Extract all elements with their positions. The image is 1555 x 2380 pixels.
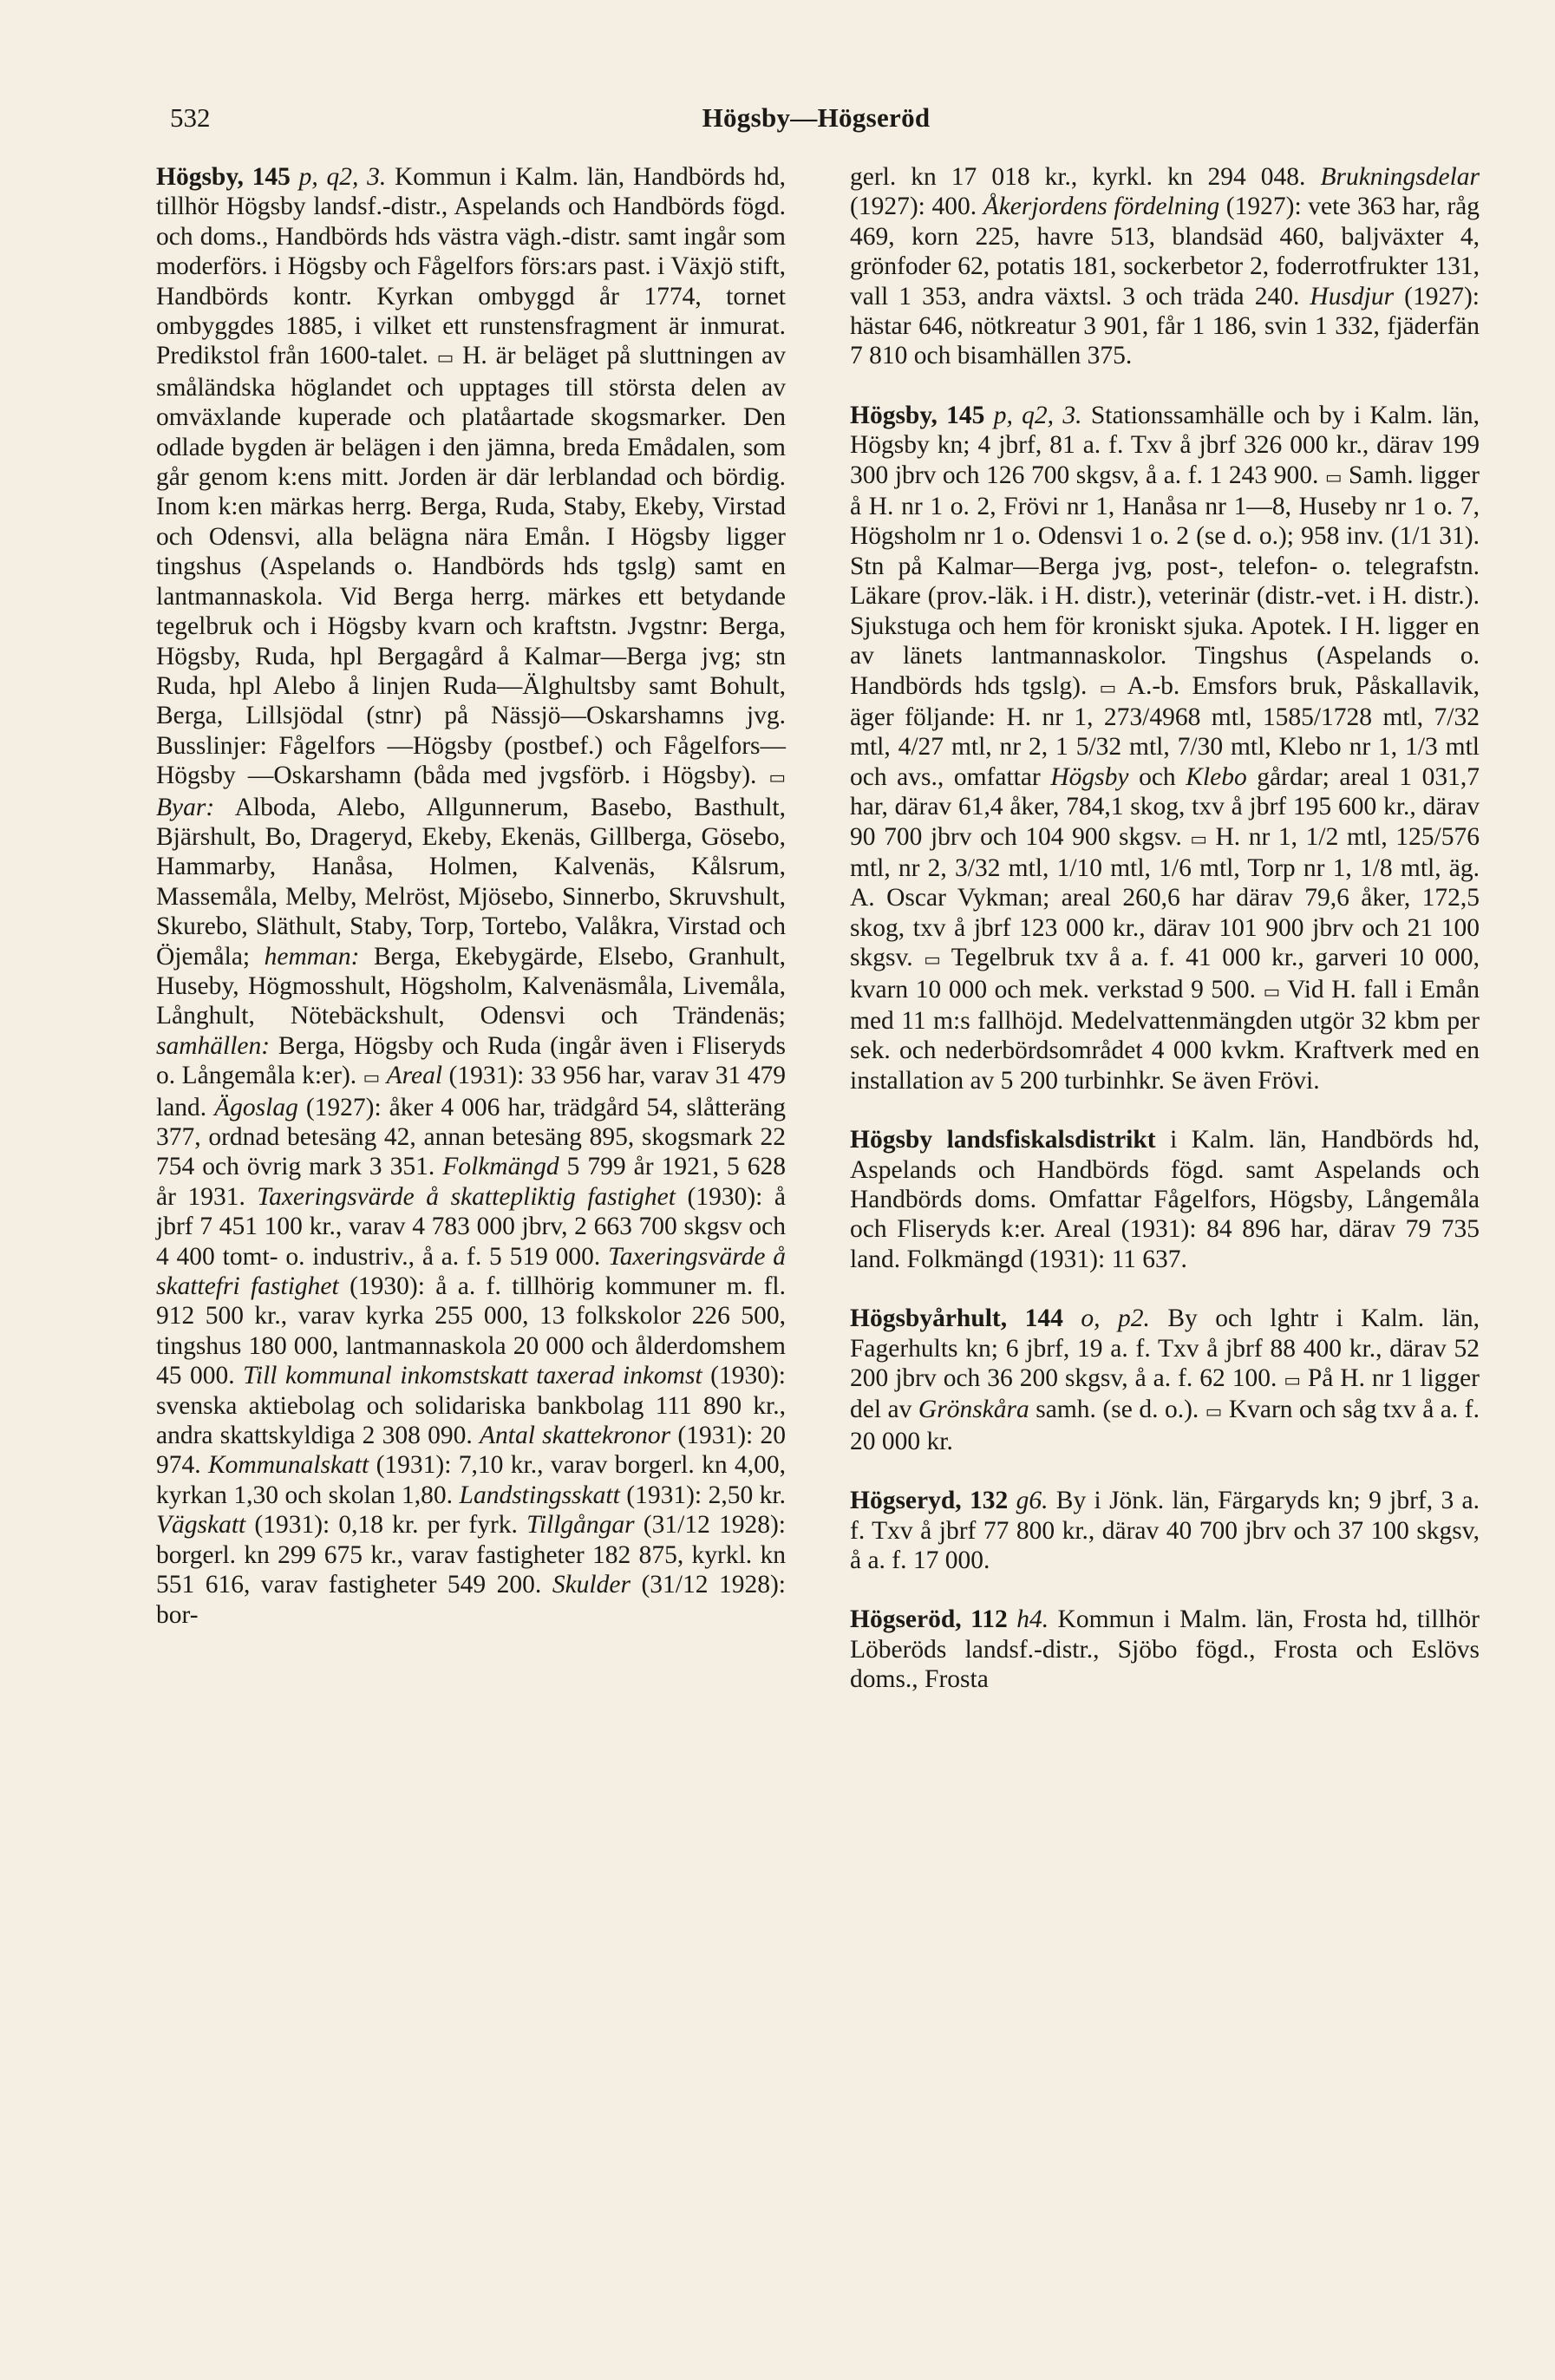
entry-text xyxy=(850,1125,1480,1274)
italic-run: Vägskatt xyxy=(156,1511,246,1540)
section-mark-icon: ▭ xyxy=(1190,827,1207,849)
italic-run: Brukningsdelar xyxy=(1320,163,1480,191)
section-mark-icon: ▭ xyxy=(1284,1370,1301,1391)
text-run xyxy=(1008,1487,1016,1514)
text-run xyxy=(291,163,299,191)
entry-text xyxy=(850,162,1480,371)
text-run: (1930): å a. f. tillhörig kommuner m. fl. 912 500 kr., varav kyrka 255 000, 13 folkskolor 226 500, tingshus 180 000, lantmannaskola 20 000 och ålderdomshem 45 000. xyxy=(156,1272,786,1390)
section-mark-icon: ▭ xyxy=(924,949,941,971)
text-run: Kommun i Malm. län, Frosta hd, tillhör Löberöds landsf.-distr., Sjöbo fögd., Frosta och Eslövs doms., Frosta xyxy=(850,1605,1480,1694)
text-run: gårdar; areal 1 031,7 har, därav 61,4 åker, 784,1 skog, txv å jbrf 195 600 kr., därav 90 700 jbrv och 104 900 skgsv. xyxy=(850,762,1480,851)
text-run: (1927): vete 363 har, råg 469, korn 225, havre 513, blandsäd 460, baljväxter 4, grönfoder 62, potatis 181, sockerbetor 2, foderrotfrukter 131, vall 1 353, andra växtsl. 3 och träda 240. xyxy=(850,193,1480,311)
text-run: (1931): 2,50 kr. xyxy=(619,1481,787,1509)
headword: Högseryd, 132 xyxy=(850,1487,1009,1515)
italic-run: Byar: xyxy=(156,793,215,821)
italic-run: Antal skattekronor xyxy=(480,1422,671,1450)
italic-run: h4. xyxy=(1016,1605,1049,1634)
text-run: (1930): å jbrf 7 451 100 kr., varav 4 783 000 jbrv, 2 663 700 skgsv och 4 400 tomt- o. industriv., å a. f. 5 519 000. xyxy=(156,1182,786,1271)
text-run: På H. nr 1 ligger del av xyxy=(850,1364,1480,1424)
italic-run: Husdjur xyxy=(1310,282,1395,311)
italic-run: Skulder xyxy=(552,1571,630,1599)
section-mark-icon: ▭ xyxy=(1263,980,1281,1002)
headword: Högsbyårhult, 144 xyxy=(850,1304,1063,1333)
entry-hogsby-kommun-cont xyxy=(850,162,1480,371)
text-run: H. nr 1, 1/2 mtl, 125/576 mtl, nr 2, 3/32 mtl, 1/10 mtl, 1/6 mtl, Torp nr 1, 1/8 mtl, äg. A. Oscar Vykman; areal 260,6 har därav 79,6 åker, 172,5 skog, txv å jbrf 123 000 kr., därav 101 900 jbrv och 21 100 skgsv. xyxy=(850,822,1480,972)
section-mark-icon: ▭ xyxy=(768,767,786,788)
entry-hogsby-stationssamhalle xyxy=(850,401,1480,1095)
text-run: (1927): 400. xyxy=(850,193,983,221)
text-run: samh. (se d. o.). xyxy=(1029,1396,1205,1424)
text-run: (1931): 33 956 har, varav 31 479 land. xyxy=(156,1062,786,1121)
text-run: (1931): 7,10 kr., varav borgerl. kn 4,00, kyrkan 1,30 och skolan 1,80. xyxy=(156,1451,786,1509)
text-run: gerl. kn 17 018 kr., kyrkl. kn 294 048. xyxy=(850,163,1321,191)
italic-run: Folkmängd xyxy=(442,1153,559,1181)
text-run xyxy=(380,1062,386,1089)
text-run: A.-b. Emsfors bruk, Påskallavik, äger följande: H. nr 1, 273/4968 mtl, 1585/1728 mtl, 7/32 mtl, 4/27 mtl, nr 2, 1 5/32 mtl, 7/30 mtl, Klebo nr 1, 1/3 mtl och avs., omfattar xyxy=(850,671,1480,791)
italic-run: Areal xyxy=(386,1062,443,1090)
text-run: Samh. ligger å H. nr 1 o. 2, Frövi nr 1, Hanåsa nr 1—8, Huseby nr 1 o. 7, Högsholm nr 1 o. Odensvi 1 o. 2 (se d. o.); 958 inv. (1/1 31). Stn på Kalmar—Berga jvg, post-, telefon- o. telegrafstn. Läkare (prov.-läk. i H. distr.), veterinär (distr.-vet. i H. distr.). Sjukstuga och hem för kroniskt sjuka. Apotek. I H. ligger en av länets lantmannaskolor. Tingshus (Aspelands o. Handbörds hds tgslg). xyxy=(850,461,1480,700)
headword: Högsby, 145 xyxy=(850,401,985,429)
text-run: Vid H. fall i Emån med 11 m:s fallhöjd. Medelvattenmängden utgör 32 kbm per sek. och nederbördsområdet 4 000 kvkm. Kraftverk med en installation av 5 200 turbinhkr. Se även Frövi. xyxy=(850,975,1480,1095)
italic-run: hemman: xyxy=(264,942,360,971)
italic-run: Tillgångar xyxy=(526,1511,635,1540)
italic-run: p, q2, 3. xyxy=(993,401,1082,429)
italic-run: Landstingsskatt xyxy=(459,1481,620,1509)
text-run: och xyxy=(1128,762,1186,791)
section-mark-icon: ▭ xyxy=(1324,466,1343,487)
text-run xyxy=(1008,1605,1016,1633)
italic-run: Grönskåra xyxy=(918,1396,1029,1424)
entry-text xyxy=(850,1486,1480,1575)
headword: Högseröd, 112 xyxy=(850,1605,1008,1634)
entry-hogserod xyxy=(850,1605,1480,1694)
text-run: (1931): 20 974. xyxy=(156,1422,786,1480)
entry-text xyxy=(850,401,1480,1095)
left-column xyxy=(156,162,786,1659)
text-run: By och lghtr i Kalm. län, Fagerhults kn; 6 jbrf, 19 a. f. Txv å jbrf 88 400 kr., därav 52 200 jbrv och 36 200 skgsv, å a. f. 62 100. xyxy=(850,1304,1480,1393)
entry-text xyxy=(850,1605,1480,1694)
section-mark-icon: ▭ xyxy=(363,1067,381,1089)
page-number: 532 xyxy=(170,102,211,133)
entry-text xyxy=(850,1304,1480,1456)
text-run: 5 799 år 1921, 5 628 år 1931. xyxy=(156,1153,786,1211)
right-column xyxy=(850,162,1480,1724)
text-run: Alboda, Alebo, Allgunnerum, Basebo, Basthult, Bjärshult, Bo, Drageryd, Ekeby, Ekenäs, Gillberga, Gösebo, Hammarby, Hanåsa, Holmen, Kalvenäs, Kålsrum, Massemåla, Melby, Melröst, Mjösebo, Sinnerbo, Skruvshult, Skurebo, Släthult, Staby, Torp, Tortebo, Valåkra, Virstad och Öjemåla; xyxy=(156,793,786,971)
text-run: i Kalm. län, Handbörds hd, Aspelands och Handbörds fögd. samt Aspelands och Handbörds doms. Omfattar Fågelfors, Högsby, Långemåla och Fliseryds k:er. Areal (1931): 84 896 har, därav 79 735 land. Folkmängd (1931): 11 637. xyxy=(850,1126,1480,1273)
italic-run: Ägoslag xyxy=(214,1093,298,1121)
italic-run: p, q2, 3. xyxy=(298,163,387,191)
text-run: Kommun i Kalm. län, Handbörds hd, tillhör Högsby landsf.-distr., Aspelands och Handbörds fögd. och doms., Handbörds hds västra vägh.-distr. samt ingår som moderförs. i Högsby och Fågelfors förs:ars past. i Växjö stift, Handbörds kontr. Kyrkan ombyggd år 1774, tornet ombyggdes 1885, i vilket ett runstensfragment är inmurat. Predikstol från 1600-talet. xyxy=(156,163,786,370)
entry-hogsby-landsfiskalsdistrikt xyxy=(850,1125,1480,1274)
italic-run: Högsby xyxy=(1050,762,1129,791)
italic-run: Åkerjordens fördelning xyxy=(983,193,1220,221)
text-run: Berga, Ekebygärde, Elsebo, Granhult, Huseby, Högmosshult, Högsholm, Kalvenäsmåla, Livemåla, Långhult, Nötebäckshult, Odensvi och Trändenäs; xyxy=(156,942,786,1030)
text-run: (1927): åker 4 006 har, trädgård 54, slåtteräng 377, ordnad betesäng 42, annan betesäng 895, skogsmark 22 754 och övrig mark 3 351. xyxy=(156,1093,787,1181)
text-run: (1931): 0,18 kr. per fyrk. xyxy=(245,1511,527,1540)
text-run: Kvarn och såg txv å a. f. 20 000 kr. xyxy=(850,1396,1480,1455)
text-run: (31/12 1928): borgerl. kn 299 675 kr., varav fastigheter 182 875, kyrkl. kn 551 616, varav fastigheter 549 200. xyxy=(156,1511,786,1599)
italic-run: g6. xyxy=(1016,1487,1049,1515)
running-title: Högsby—Högseröd xyxy=(702,102,931,133)
text-run: (1927): hästar 646, nötkreatur 3 901, får 1 186, svin 1 332, fjäderfän 7 810 och bisamhällen 375. xyxy=(850,282,1480,370)
text-run: Stationssamhälle och by i Kalm. län, Högsby kn; 4 jbrf, 81 a. f. Txv å jbrf 326 000 kr., därav 199 300 jbrv och 126 700 skgsv, å a. f. 1 243 900. xyxy=(850,401,1480,489)
text-run xyxy=(984,402,993,429)
section-mark-icon: ▭ xyxy=(1099,677,1117,698)
italic-run: Klebo xyxy=(1186,762,1247,791)
section-mark-icon: ▭ xyxy=(436,347,454,369)
text-run: By i Jönk. län, Färgaryds kn; 9 jbrf, 3 a. f. Txv å jbrf 77 800 kr., därav 40 700 jbrv och 37 100 skgsv, å a. f. 17 000. xyxy=(850,1487,1480,1575)
italic-run: Till kommunal inkomstskatt taxerad inkomst xyxy=(243,1362,702,1390)
italic-run: o, p2. xyxy=(1081,1304,1150,1333)
text-run: Berga, Högsby och Ruda (ingår även i Fliseryds o. Långemåla k:er). xyxy=(156,1031,786,1090)
text-run: (31/12 1928): bor- xyxy=(156,1571,786,1629)
entry-text xyxy=(156,162,786,1630)
italic-run: Taxeringsvärde å skattepliktig fastighet xyxy=(257,1182,676,1211)
text-run xyxy=(1063,1304,1081,1332)
entry-hogseryd xyxy=(850,1486,1480,1575)
section-mark-icon: ▭ xyxy=(1205,1401,1223,1422)
italic-run: Kommunalskatt xyxy=(208,1451,369,1480)
text-run: H. är beläget på sluttningen av småländska höglandet och upptages till största delen av omväxlande kuperade och platåartade skogsmarker. Den odlade bygden är belägen i den jämna, breda Emådalen, som går genom k:ens mitt. Jorden är där lerblandad och bördig. Inom k:en märkas herrg. Berga, Ruda, Staby, Ekeby, Virstad och Odensvi, alla belägna nära Emån. I Högsby ligger tingshus (Aspelands o. Handbörds hds tgslg) samt en lantmannaskola. Vid Berga herrg. märkes ett betydande tegelbruk och i Högsby kvarn och kraftstn. Jvgstnr: Berga, Högsby, Ruda, hpl Bergagård å Kalmar—Berga jvg; stn Ruda, hpl Alebo å linjen Ruda—Älghultsby samt Bohult, Berga, Lillsjödal (stnr) på Nässjö—Oskarshamns jvg. Busslinjer: Fågelfors —Högsby (postbef.) och Fågelfors—Högsby —Oskarshamn (båda med jvgsförb. i Högsby). xyxy=(156,342,786,790)
italic-run: samhällen: xyxy=(156,1031,271,1060)
entry-hogsbyarhult xyxy=(850,1304,1480,1456)
headword: Högsby, 145 xyxy=(156,163,291,191)
running-head xyxy=(170,102,1462,146)
italic-run: Taxeringsvärde å skattefri fastighet xyxy=(156,1242,786,1301)
text-run: (1930): svenska aktiebolag och solidariska bankbolag 111 890 kr., andra skattskyldiga 2 308 090. xyxy=(156,1362,786,1450)
headword: Högsby landsfiskalsdistrikt xyxy=(850,1126,1156,1154)
text-run: Tegelbruk txv å a. f. 41 000 kr., garveri 10 000, kvarn 10 000 och mek. verkstad 9 500. xyxy=(850,944,1480,1004)
entry-hogsby-kommun xyxy=(156,162,786,1630)
